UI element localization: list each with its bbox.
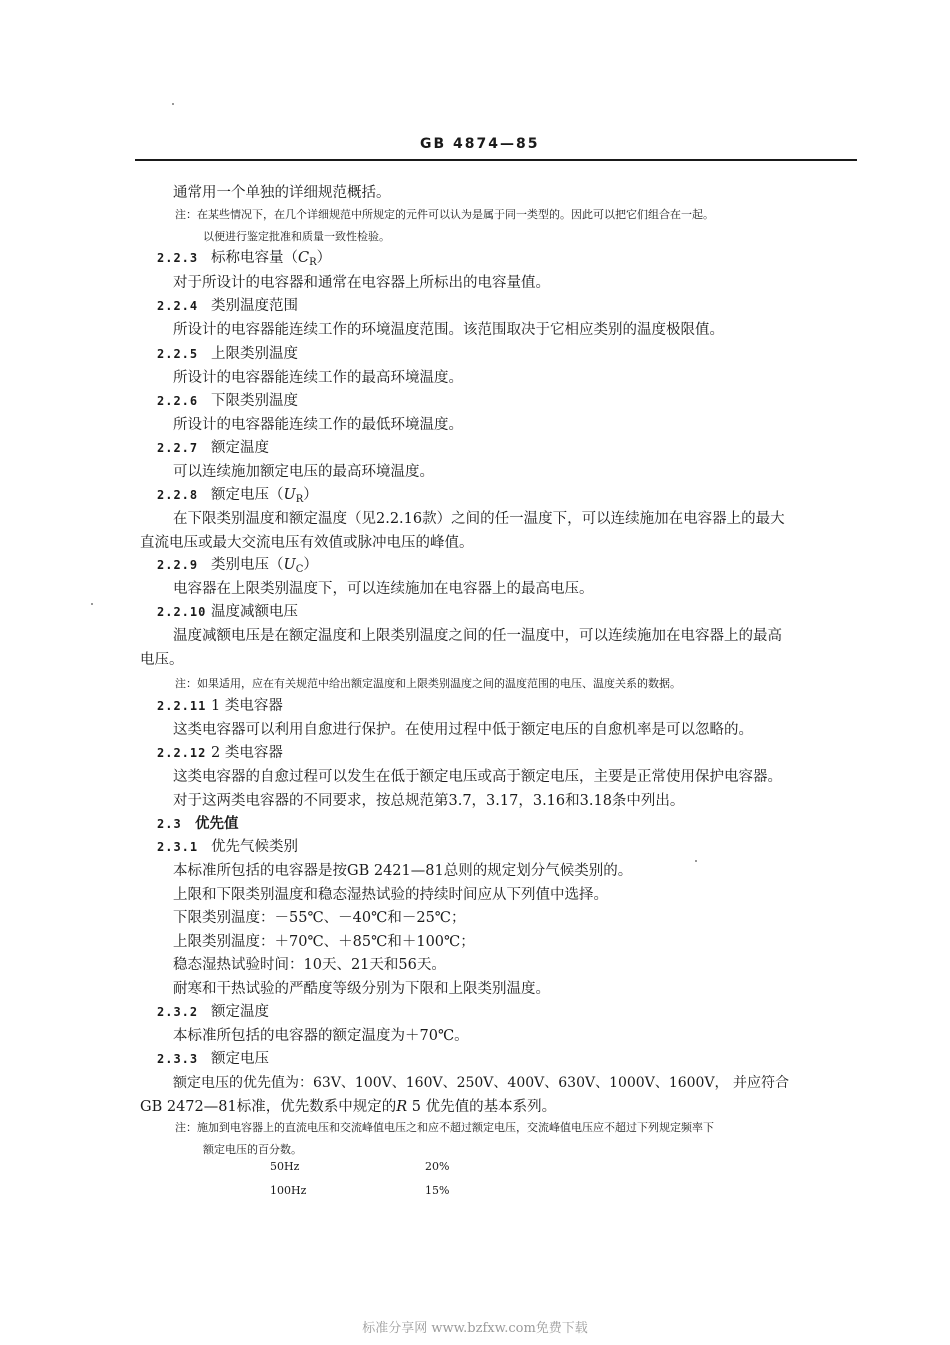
section-heading-2-2-6: [157, 391, 298, 411]
section-number: 2.2.11: [157, 699, 207, 713]
section-title: 额定电压（: [211, 487, 284, 503]
section-title: 2 类电容器: [211, 745, 283, 761]
section-heading-2-2-10: [157, 602, 298, 622]
paragraph-line: [140, 1097, 556, 1117]
section-number: 2.3.2: [157, 1005, 199, 1019]
paragraph-line: 上限类别温度：＋70℃、＋85℃和＋100℃；: [173, 934, 475, 950]
symbol: R: [396, 1099, 408, 1115]
section-number: 2.2.5: [157, 347, 199, 361]
section-heading-2-3-1: [157, 837, 298, 857]
paragraph-line: 所设计的电容器能连续工作的最低环境温度。: [173, 417, 463, 433]
ripple-table-freq: 100Hz: [270, 1184, 307, 1197]
note-line: 注：如果适用，应在有关规范中给出额定温度和上限类别温度之间的温度范围的电压、温度关系的数据。: [175, 677, 681, 690]
section-heading-2-2-7: [157, 438, 269, 458]
symbol-subscript: C: [295, 564, 304, 575]
section-number: 2.2.4: [157, 299, 199, 313]
section-number: 2.2.7: [157, 441, 199, 455]
section-title: 额定温度: [211, 1004, 269, 1020]
paragraph-line: 所设计的电容器能连续工作的环境温度范围。该范围取决于它相应类别的温度极限值。: [173, 322, 724, 338]
paragraph-line: 可以连续施加额定电压的最高环境温度。: [173, 464, 434, 480]
scan-speck: [91, 603, 93, 605]
paragraph-line: 在下限类别温度和额定温度（见2.2.16款）之间的任一温度下，可以连续施加在电容器上的最大: [173, 511, 785, 527]
section-title: 1 类电容器: [211, 698, 283, 714]
ripple-table-pct: 20%: [425, 1160, 450, 1173]
section-heading-2-2-8: [157, 485, 318, 510]
header-rule: [135, 159, 857, 161]
section-heading-2-2-9: [157, 555, 318, 580]
paragraph-line: 耐寒和干热试验的严酷度等级分别为下限和上限类别温度。: [173, 981, 550, 997]
paragraph-line: 对于所设计的电容器和通常在电容器上所标出的电容量值。: [173, 275, 550, 291]
section-number: 2.2.10: [157, 605, 207, 619]
paragraph-line: 直流电压或最大交流电压有效值或脉冲电压的峰值。: [140, 535, 474, 551]
ripple-table-pct: 15%: [425, 1184, 450, 1197]
paragraph-line: 这类电容器可以利用自愈进行保护。在使用过程中低于额定电压的自愈机率是可以忽略的。: [173, 722, 753, 738]
section-number: 2.2.3: [157, 251, 199, 265]
section-title: 温度减额电压: [211, 604, 298, 620]
paragraph-line: 本标准所包括的电容器的额定温度为＋70℃。: [173, 1028, 469, 1044]
section-title-close: ）: [303, 557, 318, 573]
section-title: 上限类别温度: [211, 346, 298, 362]
text-run: 5 优先值的基本系列。: [407, 1099, 557, 1115]
section-heading-2-2-5: [157, 344, 298, 364]
paragraph-line: 本标准所包括的电容器是按GB 2421—81总则的规定划分气候类别的。: [173, 863, 633, 879]
section-title: 标称电容量（: [211, 250, 298, 266]
section-heading-2-3-2: [157, 1002, 269, 1022]
section-heading-2-2-3: [157, 248, 331, 273]
section-title: 额定温度: [211, 440, 269, 456]
section-number: 2.2.9: [157, 558, 199, 572]
section-number: 2.2.12: [157, 746, 207, 760]
section-title-close: ）: [303, 487, 318, 503]
section-heading-2-3: [157, 814, 239, 834]
note-line: 注：在某些情况下，在几个详细规范中所规定的元件可以认为是属于同一类型的。因此可以把它们组合在一起。: [175, 208, 714, 221]
section-heading-2-2-12: [157, 743, 283, 763]
scan-speck: [695, 860, 697, 862]
paragraph-line: 额定电压的优先值为：63V、100V、160V、250V、400V、630V、1000V、1600V， 并应符合: [173, 1075, 790, 1091]
symbol-subscript: R: [295, 494, 304, 505]
section-title: 类别温度范围: [211, 298, 298, 314]
paragraph-line: 对于这两类电容器的不同要求，按总规范第3.7，3.17，3.16和3.18条中列出。: [173, 793, 685, 809]
paragraph-line: 这类电容器的自愈过程可以发生在低于额定电压或高于额定电压，主要是正常使用保护电容器。: [173, 769, 782, 785]
paragraph-line: 通常用一个单独的详细规范概括。: [173, 185, 391, 201]
section-title: 额定电压: [211, 1051, 269, 1067]
standard-code-header: GB 4874—85: [420, 136, 540, 152]
symbol: U: [283, 557, 296, 573]
paragraph-line: 稳态湿热试验时间：10天、21天和56天。: [173, 957, 446, 973]
section-title: 类别电压（: [211, 557, 284, 573]
section-number: 2.2.6: [157, 394, 199, 408]
section-heading-2-2-4: [157, 296, 298, 316]
section-title-close: ）: [316, 250, 332, 266]
paragraph-line: 所设计的电容器能连续工作的最高环境温度。: [173, 370, 463, 386]
paragraph-line: 下限类别温度：－55℃、－40℃和－25℃；: [173, 910, 466, 926]
scan-speck: [172, 103, 174, 105]
symbol-subscript: R: [309, 257, 317, 268]
section-heading-2-3-3: [157, 1049, 269, 1069]
note-line: 额定电压的百分数。: [203, 1143, 302, 1156]
watermark-footer: 标准分享网 www.bzfxw.com免费下载: [362, 1321, 588, 1336]
section-number: 2.3.1: [157, 840, 199, 854]
paragraph-line: 温度减额电压是在额定温度和上限类别温度之间的任一温度中，可以连续施加在电容器上的最高: [173, 628, 782, 644]
paragraph-line: 电容器在上限类别温度下，可以连续施加在电容器上的最高电压。: [173, 581, 594, 597]
note-line: 注：施加到电容器上的直流电压和交流峰值电压之和应不超过额定电压，交流峰值电压应不超过下列规定频率下: [175, 1121, 714, 1134]
ripple-table-freq: 50Hz: [270, 1160, 300, 1173]
section-number: 2.2.8: [157, 488, 199, 502]
section-number: 2.3: [157, 817, 182, 831]
symbol: C: [298, 250, 310, 266]
section-title: 下限类别温度: [211, 393, 298, 409]
paragraph-line: 上限和下限类别温度和稳态湿热试验的持续时间应从下列值中选择。: [173, 887, 608, 903]
symbol: U: [283, 487, 296, 503]
section-number: 2.3.3: [157, 1052, 199, 1066]
text-run: GB 2472—81标准，优先数系中规定的: [140, 1099, 397, 1115]
note-line: 以便进行鉴定批准和质量一致性检验。: [203, 230, 390, 243]
paragraph-line: 电压。: [140, 652, 184, 668]
section-title: 优先值: [195, 815, 239, 832]
section-heading-2-2-11: [157, 696, 283, 716]
section-title: 优先气候类别: [211, 839, 298, 855]
